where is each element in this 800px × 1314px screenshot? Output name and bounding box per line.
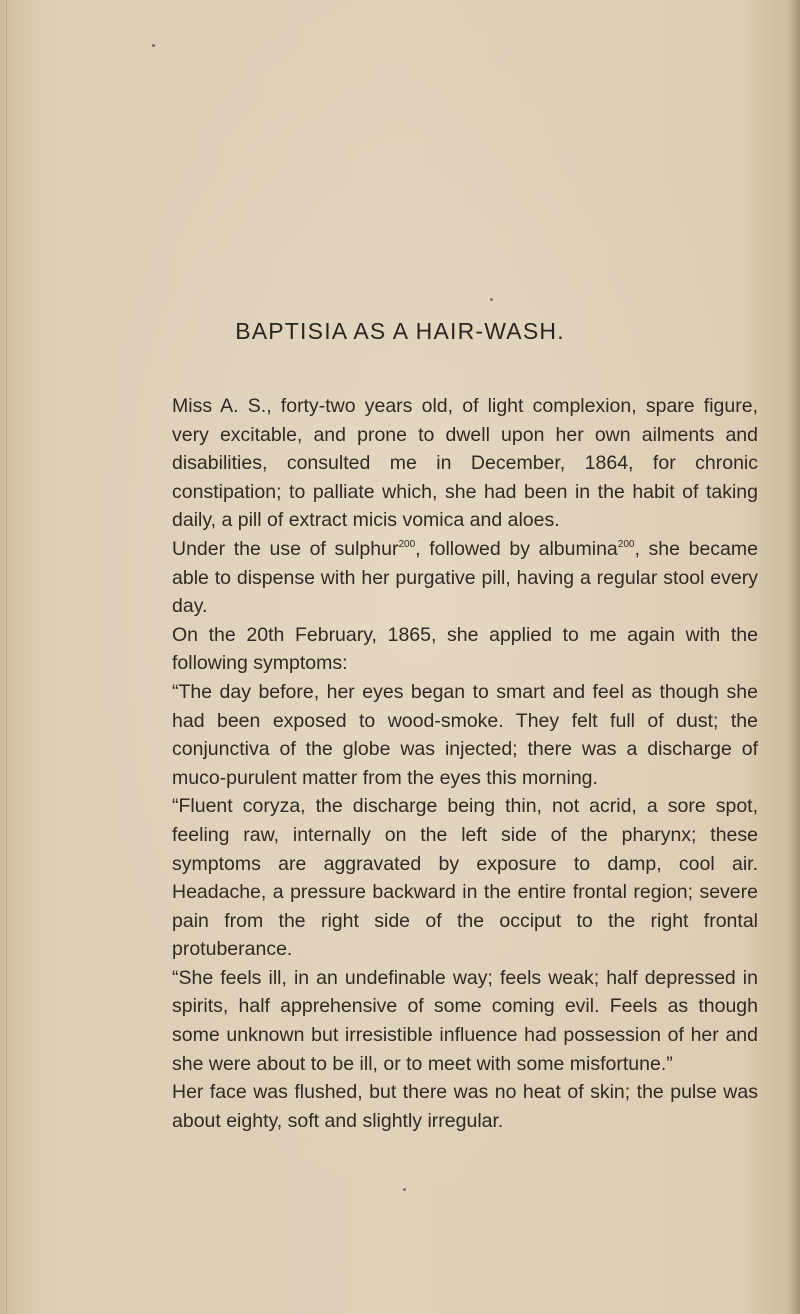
text-run: Under the use of sulphur: [172, 537, 399, 560]
paragraph: On the 20th February, 1865, she applied to me again with the following symptoms:: [172, 623, 758, 675]
page-gutter-line: [6, 0, 7, 1314]
text-run: , followed by albumina: [415, 537, 618, 560]
paragraph: [172, 535, 758, 621]
paper-speck: [152, 44, 155, 47]
paragraph: “She feels ill, in an undefinable way; feels weak; half depressed in spirits, half apprehensive of some coming evil. Feels as though some unknown but irresistible influence had possession of her and she were about to be ill, or to meet with some misfortune.”: [172, 966, 758, 1075]
paper-speck: [490, 298, 493, 301]
paragraph: Miss A. S., forty-two years old, of light complexion, spare figure, very excitable, and prone to dwell upon her own ailments and disabilities, consulted me in December, 1864, for chronic constipation; to palliate which, she had been in the habit of taking daily, a pill of extract micis vomica and aloes.: [172, 395, 758, 532]
chapter-heading: BAPTISIA AS A HAIR-WASH.: [235, 318, 565, 344]
paper-speck: [403, 1188, 406, 1191]
page-edge-shadow: [788, 0, 800, 1314]
paragraph: “The day before, her eyes began to smart and feel as though she had been exposed to wood-smoke. They felt full of dust; the conjunctiva of the globe was injected; there was a discharge of muco-purulent matter from the eyes this morning.: [172, 680, 758, 789]
body-text: [172, 392, 758, 1135]
paragraph: Her face was flushed, but there was no heat of skin; the pulse was about eighty, soft and slightly irregular.: [172, 1081, 758, 1132]
text-run: , she became able to dispense with her purgative pill, having a regular stool every day.: [172, 537, 758, 618]
paragraph: “Fluent coryza, the discharge being thin, not acrid, a sore spot, feeling raw, internally on the left side of the pharynx; these symptoms are aggravated by exposure to damp, cool air. Headache, a pressure backward in the entire frontal region; severe pain from the right side of the occiput to the right frontal protuberance.: [172, 795, 758, 961]
superscript: 200: [398, 538, 416, 550]
superscript: 200: [617, 538, 635, 550]
